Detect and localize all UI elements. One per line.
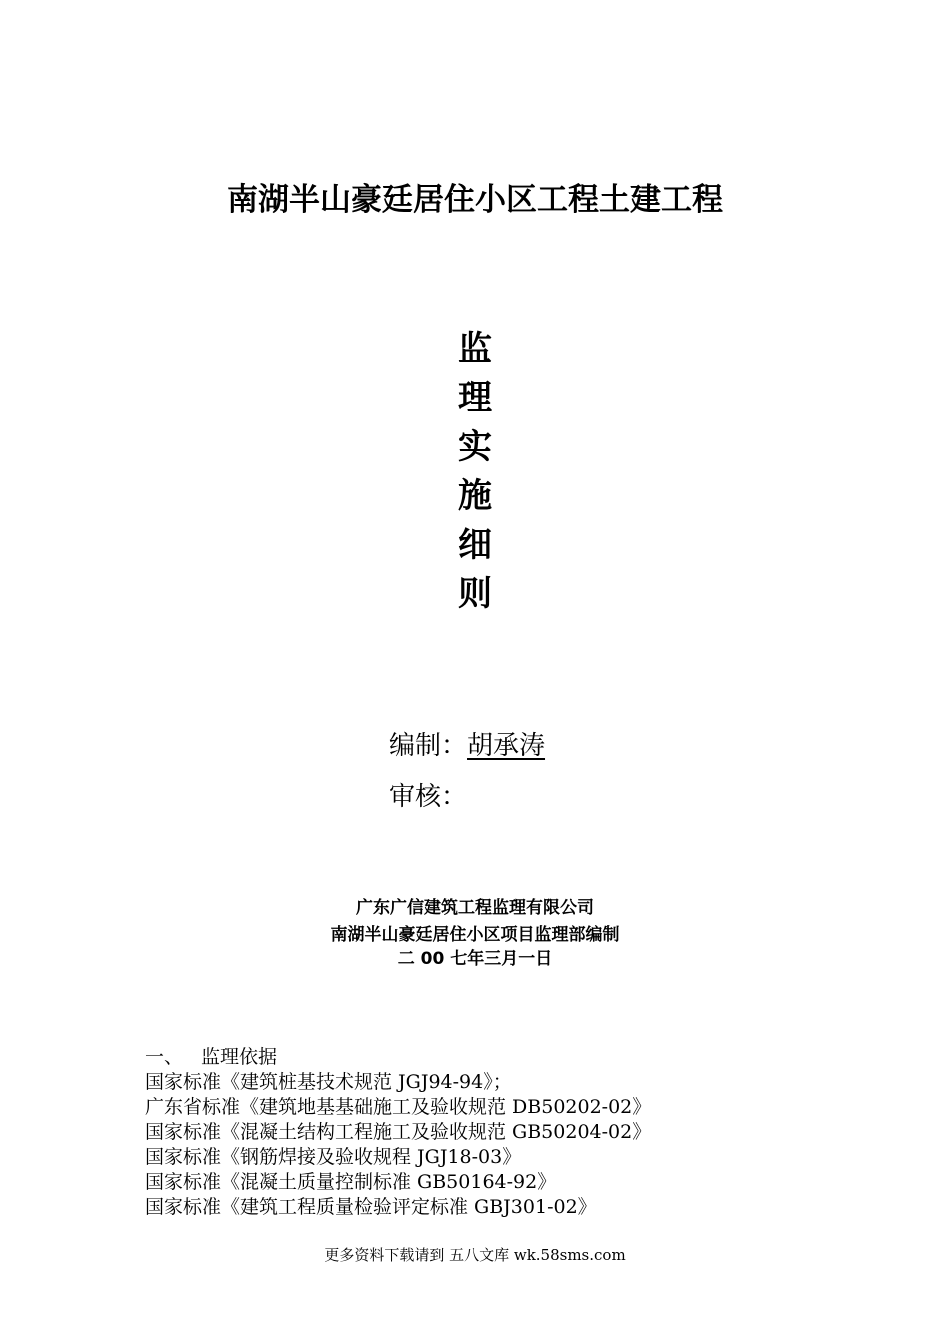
section-number: 一、 [145, 1046, 184, 1068]
list-item: 国家标准《建筑桩基技术规范 JGJ94-94》； [145, 1071, 512, 1093]
subtitle-char: 施 [458, 476, 492, 516]
list-item: 国家标准《混凝土结构工程施工及验收规范 GB50204-02》 [145, 1121, 652, 1143]
subtitle-char: 则 [458, 574, 492, 614]
section-heading-text: 监理依据 [201, 1046, 278, 1068]
compiler-name: 胡承涛 [467, 731, 546, 761]
footer-text: 更多资料下载请到 五八文库 wk.58sms.com [324, 1246, 626, 1264]
compiler-label: 编制： [389, 731, 468, 761]
list-item: 国家标准《建筑工程质量检验评定标准 GBJ301-02》 [145, 1196, 597, 1218]
supervision-basis-section [145, 1045, 651, 1220]
reviewer-label: 审核： [389, 782, 468, 812]
reviewer-line [389, 780, 467, 814]
department-name: 南湖半山豪廷居住小区项目监理部编制 [330, 925, 620, 945]
document-title: 南湖半山豪廷居住小区工程土建工程 [227, 182, 723, 218]
list-item: 国家标准《钢筋焊接及验收规程 JGJ18-03》 [145, 1146, 522, 1168]
subtitle-char: 理 [458, 378, 492, 418]
list-item: 国家标准《混凝土质量控制标准 GB50164-92》 [145, 1171, 557, 1193]
subtitle-char: 监 [458, 329, 492, 369]
document-subtitle-vertical [455, 325, 495, 619]
list-item: 广东省标准《建筑地基基础施工及验收规范 DB50202-02》 [145, 1096, 652, 1118]
subtitle-char: 实 [458, 427, 492, 467]
document-date: 二 00 七年三月一日 [397, 949, 553, 969]
section-heading [145, 1045, 651, 1070]
compiler-line [389, 729, 545, 763]
company-name: 广东广信建筑工程监理有限公司 [356, 898, 594, 918]
subtitle-char: 细 [458, 525, 492, 565]
